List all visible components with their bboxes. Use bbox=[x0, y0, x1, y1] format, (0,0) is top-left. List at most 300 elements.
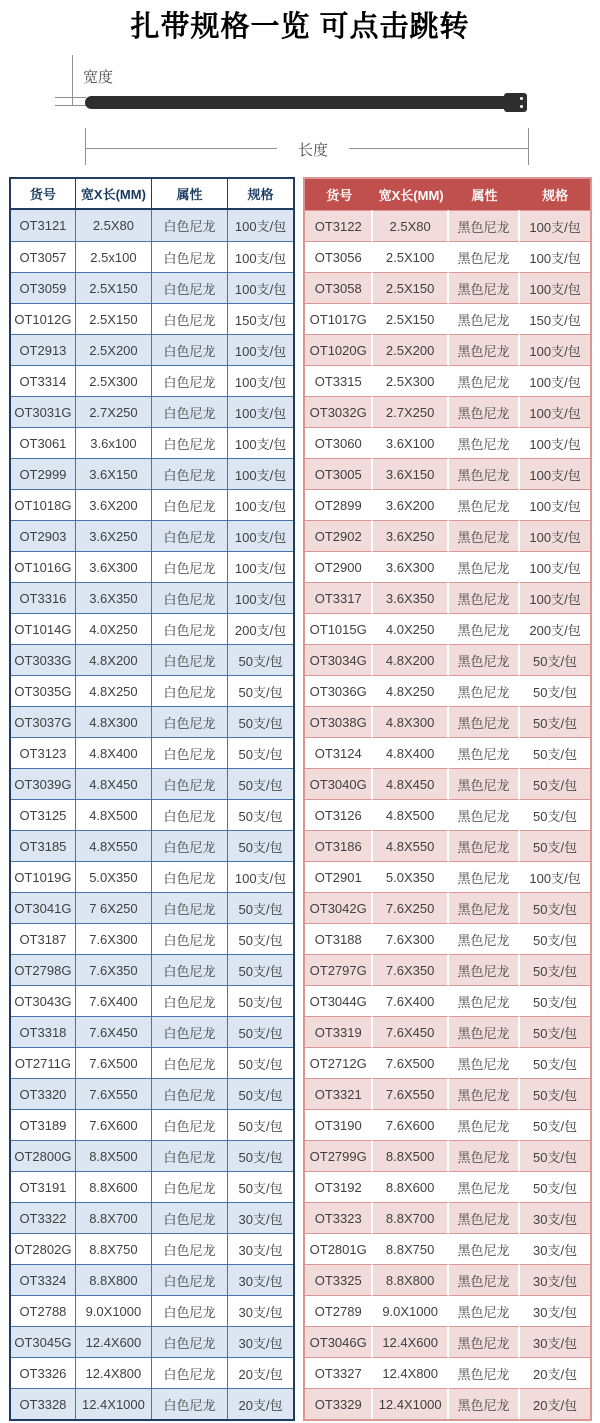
material-cell[interactable]: 白色尼龙 bbox=[152, 365, 228, 396]
white-product-row[interactable] bbox=[11, 1202, 293, 1233]
material-cell[interactable]: 黑色尼龙 bbox=[449, 613, 520, 644]
pack-spec-cell[interactable]: 30支/包 bbox=[228, 1295, 293, 1326]
white-product-row[interactable] bbox=[11, 334, 293, 365]
item-code-cell[interactable]: OT3039G bbox=[11, 768, 76, 799]
pack-spec-cell[interactable]: 50支/包 bbox=[228, 1016, 293, 1047]
pack-spec-cell[interactable]: 100支/包 bbox=[228, 489, 293, 520]
item-code-cell[interactable]: OT3044G bbox=[305, 985, 373, 1016]
material-cell[interactable]: 黑色尼龙 bbox=[449, 644, 520, 675]
material-cell[interactable]: 白色尼龙 bbox=[152, 241, 228, 272]
white-product-row[interactable] bbox=[11, 551, 293, 582]
size-cell[interactable]: 2.7X250 bbox=[373, 396, 449, 427]
material-cell[interactable]: 黑色尼龙 bbox=[449, 706, 520, 737]
black-product-row[interactable] bbox=[305, 861, 590, 892]
size-cell[interactable]: 3.6X100 bbox=[373, 427, 449, 458]
item-code-cell[interactable]: OT3321 bbox=[305, 1078, 373, 1109]
white-product-row[interactable] bbox=[11, 489, 293, 520]
material-cell[interactable]: 白色尼龙 bbox=[152, 923, 228, 954]
white-product-row[interactable] bbox=[11, 458, 293, 489]
black-product-row[interactable] bbox=[305, 365, 590, 396]
black-product-row[interactable] bbox=[305, 396, 590, 427]
item-code-cell[interactable]: OT2711G bbox=[11, 1047, 76, 1078]
material-cell[interactable]: 白色尼龙 bbox=[152, 1357, 228, 1388]
material-cell[interactable]: 白色尼龙 bbox=[152, 1295, 228, 1326]
item-code-cell[interactable]: OT3323 bbox=[305, 1202, 373, 1233]
size-cell[interactable]: 7.6X350 bbox=[76, 954, 152, 985]
size-cell[interactable]: 7.6X500 bbox=[373, 1047, 449, 1078]
white-product-row[interactable] bbox=[11, 1016, 293, 1047]
black-product-row[interactable] bbox=[305, 799, 590, 830]
size-cell[interactable]: 2.5X150 bbox=[76, 303, 152, 334]
pack-spec-cell[interactable]: 50支/包 bbox=[520, 1016, 590, 1047]
material-cell[interactable]: 黑色尼龙 bbox=[449, 737, 520, 768]
pack-spec-cell[interactable]: 50支/包 bbox=[228, 985, 293, 1016]
pack-spec-cell[interactable]: 50支/包 bbox=[228, 1140, 293, 1171]
material-cell[interactable]: 黑色尼龙 bbox=[449, 1388, 520, 1419]
pack-spec-cell[interactable]: 50支/包 bbox=[228, 830, 293, 861]
size-cell[interactable]: 4.8X450 bbox=[76, 768, 152, 799]
pack-spec-cell[interactable]: 100支/包 bbox=[520, 334, 590, 365]
item-code-cell[interactable]: OT3123 bbox=[11, 737, 76, 768]
size-cell[interactable]: 8.8X800 bbox=[373, 1264, 449, 1295]
item-code-cell[interactable]: OT2999 bbox=[11, 458, 76, 489]
pack-spec-cell[interactable]: 50支/包 bbox=[520, 1140, 590, 1171]
material-cell[interactable]: 黑色尼龙 bbox=[449, 799, 520, 830]
material-cell[interactable]: 黑色尼龙 bbox=[449, 1326, 520, 1357]
size-cell[interactable]: 5.0X350 bbox=[373, 861, 449, 892]
black-product-row[interactable] bbox=[305, 1140, 590, 1171]
item-code-cell[interactable]: OT2798G bbox=[11, 954, 76, 985]
black-product-row[interactable] bbox=[305, 985, 590, 1016]
item-code-cell[interactable]: OT3059 bbox=[11, 272, 76, 303]
pack-spec-cell[interactable]: 30支/包 bbox=[520, 1264, 590, 1295]
black-product-row[interactable] bbox=[305, 489, 590, 520]
material-cell[interactable]: 白色尼龙 bbox=[152, 954, 228, 985]
material-cell[interactable]: 黑色尼龙 bbox=[449, 241, 520, 272]
item-code-cell[interactable]: OT2800G bbox=[11, 1140, 76, 1171]
item-code-cell[interactable]: OT1016G bbox=[11, 551, 76, 582]
size-cell[interactable]: 4.8X550 bbox=[373, 830, 449, 861]
item-code-cell[interactable]: OT1020G bbox=[305, 334, 373, 365]
pack-spec-cell[interactable]: 150支/包 bbox=[228, 303, 293, 334]
size-cell[interactable]: 7.6X450 bbox=[76, 1016, 152, 1047]
size-cell[interactable]: 8.8X500 bbox=[373, 1140, 449, 1171]
white-product-row[interactable] bbox=[11, 1078, 293, 1109]
pack-spec-cell[interactable]: 30支/包 bbox=[520, 1202, 590, 1233]
white-product-row[interactable] bbox=[11, 737, 293, 768]
white-product-row[interactable] bbox=[11, 954, 293, 985]
size-cell[interactable]: 3.6x100 bbox=[76, 427, 152, 458]
white-product-row[interactable] bbox=[11, 613, 293, 644]
material-cell[interactable]: 白色尼龙 bbox=[152, 706, 228, 737]
pack-spec-cell[interactable]: 50支/包 bbox=[520, 675, 590, 706]
pack-spec-cell[interactable]: 30支/包 bbox=[228, 1233, 293, 1264]
white-product-row[interactable] bbox=[11, 892, 293, 923]
material-cell[interactable]: 黑色尼龙 bbox=[449, 396, 520, 427]
pack-spec-cell[interactable]: 50支/包 bbox=[228, 737, 293, 768]
material-cell[interactable]: 黑色尼龙 bbox=[449, 830, 520, 861]
size-cell[interactable]: 4.8X300 bbox=[76, 706, 152, 737]
item-code-cell[interactable]: OT1018G bbox=[11, 489, 76, 520]
item-code-cell[interactable]: OT3042G bbox=[305, 892, 373, 923]
size-cell[interactable]: 2.5X150 bbox=[373, 303, 449, 334]
black-product-row[interactable] bbox=[305, 551, 590, 582]
item-code-cell[interactable]: OT3186 bbox=[305, 830, 373, 861]
size-cell[interactable]: 4.8X200 bbox=[373, 644, 449, 675]
item-code-cell[interactable]: OT3314 bbox=[11, 365, 76, 396]
pack-spec-cell[interactable]: 30支/包 bbox=[520, 1295, 590, 1326]
black-product-row[interactable] bbox=[305, 520, 590, 551]
white-product-row[interactable] bbox=[11, 365, 293, 396]
item-code-cell[interactable]: OT3188 bbox=[305, 923, 373, 954]
item-code-cell[interactable]: OT3192 bbox=[305, 1171, 373, 1202]
size-cell[interactable]: 12.4X800 bbox=[76, 1357, 152, 1388]
item-code-cell[interactable]: OT3325 bbox=[305, 1264, 373, 1295]
size-cell[interactable]: 8.8X700 bbox=[373, 1202, 449, 1233]
white-product-row[interactable] bbox=[11, 272, 293, 303]
white-product-row[interactable] bbox=[11, 923, 293, 954]
black-product-row[interactable] bbox=[305, 458, 590, 489]
black-product-row[interactable] bbox=[305, 1357, 590, 1388]
material-cell[interactable]: 白色尼龙 bbox=[152, 861, 228, 892]
pack-spec-cell[interactable]: 200支/包 bbox=[520, 613, 590, 644]
pack-spec-cell[interactable]: 30支/包 bbox=[228, 1326, 293, 1357]
white-product-row[interactable] bbox=[11, 1171, 293, 1202]
pack-spec-cell[interactable]: 20支/包 bbox=[228, 1388, 293, 1419]
item-code-cell[interactable]: OT3125 bbox=[11, 799, 76, 830]
item-code-cell[interactable]: OT2902 bbox=[305, 520, 373, 551]
item-code-cell[interactable]: OT3046G bbox=[305, 1326, 373, 1357]
pack-spec-cell[interactable]: 100支/包 bbox=[234, 219, 287, 234]
item-code-cell[interactable]: OT3037G bbox=[11, 706, 76, 737]
black-product-row[interactable] bbox=[305, 1171, 590, 1202]
material-cell[interactable]: 白色尼龙 bbox=[152, 396, 228, 427]
size-cell[interactable]: 3.6X250 bbox=[373, 520, 449, 551]
black-product-row[interactable] bbox=[305, 675, 590, 706]
item-code-cell[interactable]: OT3058 bbox=[305, 272, 373, 303]
white-product-row[interactable] bbox=[11, 241, 293, 272]
material-cell[interactable]: 白色尼龙 bbox=[152, 985, 228, 1016]
item-code-cell[interactable]: OT3126 bbox=[305, 799, 373, 830]
size-cell[interactable]: 2.5X80 bbox=[76, 210, 152, 241]
pack-spec-cell[interactable]: 100支/包 bbox=[520, 272, 590, 303]
item-code-cell[interactable]: OT3121 bbox=[11, 210, 76, 241]
size-cell[interactable]: 4.0X250 bbox=[373, 613, 449, 644]
size-cell[interactable]: 7.6X300 bbox=[373, 923, 449, 954]
black-product-row[interactable] bbox=[305, 830, 590, 861]
pack-spec-cell[interactable]: 100支/包 bbox=[520, 210, 590, 241]
size-cell[interactable]: 5.0X350 bbox=[76, 861, 152, 892]
size-cell[interactable]: 4.8X300 bbox=[373, 706, 449, 737]
material-cell[interactable]: 白色尼龙 bbox=[152, 1171, 228, 1202]
white-product-row[interactable] bbox=[11, 1233, 293, 1264]
material-cell[interactable]: 黑色尼龙 bbox=[449, 1202, 520, 1233]
material-cell[interactable]: 白色尼龙 bbox=[152, 768, 228, 799]
white-product-row[interactable] bbox=[11, 1295, 293, 1326]
pack-spec-cell[interactable]: 100支/包 bbox=[228, 520, 293, 551]
black-product-row[interactable] bbox=[305, 892, 590, 923]
material-cell[interactable]: 黑色尼龙 bbox=[449, 1140, 520, 1171]
white-product-row[interactable] bbox=[11, 1388, 293, 1419]
size-cell[interactable]: 8.8X750 bbox=[76, 1233, 152, 1264]
pack-spec-cell[interactable]: 50支/包 bbox=[520, 1078, 590, 1109]
white-product-row[interactable] bbox=[11, 210, 293, 241]
item-code-cell[interactable]: OT3057 bbox=[11, 241, 76, 272]
size-cell[interactable]: 3.6X350 bbox=[373, 582, 449, 613]
size-cell[interactable]: 3.6X300 bbox=[76, 551, 152, 582]
material-cell[interactable]: 白色尼龙 bbox=[152, 551, 228, 582]
item-code-cell[interactable]: OT3032G bbox=[305, 396, 373, 427]
size-cell[interactable]: 7.6X500 bbox=[76, 1047, 152, 1078]
material-cell[interactable]: 白色尼龙 bbox=[152, 1202, 228, 1233]
item-code-cell[interactable]: OT3319 bbox=[305, 1016, 373, 1047]
size-cell[interactable]: 12.4X600 bbox=[373, 1326, 449, 1357]
pack-spec-cell[interactable]: 50支/包 bbox=[228, 1109, 293, 1140]
white-product-row[interactable] bbox=[11, 644, 293, 675]
black-product-row[interactable] bbox=[305, 644, 590, 675]
size-cell[interactable]: 4.8X500 bbox=[373, 799, 449, 830]
size-cell[interactable]: 4.8X550 bbox=[76, 830, 152, 861]
material-cell[interactable]: 黑色尼龙 bbox=[449, 427, 520, 458]
pack-spec-cell[interactable]: 20支/包 bbox=[520, 1388, 590, 1419]
size-cell[interactable]: 8.8X500 bbox=[76, 1140, 152, 1171]
pack-spec-cell[interactable]: 50支/包 bbox=[520, 706, 590, 737]
material-cell[interactable]: 白色尼龙 bbox=[152, 1047, 228, 1078]
material-cell[interactable]: 黑色尼龙 bbox=[449, 489, 520, 520]
white-product-row[interactable] bbox=[11, 675, 293, 706]
white-product-row[interactable] bbox=[11, 1357, 293, 1388]
black-product-row[interactable] bbox=[305, 241, 590, 272]
item-code-cell[interactable]: OT3031G bbox=[11, 396, 76, 427]
pack-spec-cell[interactable]: 100支/包 bbox=[228, 551, 293, 582]
size-cell[interactable]: 4.8X200 bbox=[76, 644, 152, 675]
white-product-row[interactable] bbox=[11, 768, 293, 799]
pack-spec-cell[interactable]: 100支/包 bbox=[520, 365, 590, 396]
size-cell[interactable]: 2.5X300 bbox=[76, 365, 152, 396]
size-cell[interactable]: 12.4X600 bbox=[76, 1326, 152, 1357]
item-code-cell[interactable]: OT3045G bbox=[11, 1326, 76, 1357]
size-cell[interactable]: 2.5X150 bbox=[76, 272, 152, 303]
pack-spec-cell[interactable]: 100支/包 bbox=[520, 861, 590, 892]
white-product-row[interactable] bbox=[11, 706, 293, 737]
black-product-row[interactable] bbox=[305, 1326, 590, 1357]
size-cell[interactable]: 4.0X250 bbox=[76, 613, 152, 644]
size-cell[interactable]: 2.7X250 bbox=[76, 396, 152, 427]
pack-spec-cell[interactable]: 50支/包 bbox=[228, 892, 293, 923]
black-product-row[interactable] bbox=[305, 1233, 590, 1264]
black-product-row[interactable] bbox=[305, 1388, 590, 1419]
size-cell[interactable]: 7.6X550 bbox=[373, 1078, 449, 1109]
black-product-row[interactable] bbox=[305, 582, 590, 613]
item-code-cell[interactable]: OT2903 bbox=[11, 520, 76, 551]
size-cell[interactable]: 7.6X600 bbox=[76, 1109, 152, 1140]
item-code-cell[interactable]: OT3328 bbox=[11, 1388, 76, 1419]
pack-spec-cell[interactable]: 50支/包 bbox=[228, 768, 293, 799]
size-cell[interactable]: 4.8X500 bbox=[76, 799, 152, 830]
pack-spec-cell[interactable]: 50支/包 bbox=[520, 1109, 590, 1140]
material-cell[interactable]: 黑色尼龙 bbox=[449, 954, 520, 985]
item-code-cell[interactable]: OT3320 bbox=[11, 1078, 76, 1109]
material-cell[interactable]: 黑色尼龙 bbox=[449, 1295, 520, 1326]
material-cell[interactable]: 黑色尼龙 bbox=[449, 1357, 520, 1388]
item-code-cell[interactable]: OT3315 bbox=[305, 365, 373, 396]
black-product-row[interactable] bbox=[305, 1109, 590, 1140]
pack-spec-cell[interactable]: 100支/包 bbox=[520, 427, 590, 458]
material-cell[interactable]: 黑色尼龙 bbox=[449, 923, 520, 954]
material-cell[interactable]: 黑色尼龙 bbox=[449, 1233, 520, 1264]
pack-spec-cell[interactable]: 50支/包 bbox=[228, 1047, 293, 1078]
white-product-row[interactable] bbox=[11, 799, 293, 830]
pack-spec-cell[interactable]: 50支/包 bbox=[520, 892, 590, 923]
material-cell[interactable]: 白色尼龙 bbox=[152, 1078, 228, 1109]
white-product-row[interactable] bbox=[11, 1326, 293, 1357]
black-product-row[interactable] bbox=[305, 1047, 590, 1078]
item-code-cell[interactable]: OT3033G bbox=[11, 644, 76, 675]
black-product-row[interactable] bbox=[305, 272, 590, 303]
item-code-cell[interactable]: OT3329 bbox=[305, 1388, 373, 1419]
material-cell[interactable]: 白色尼龙 bbox=[152, 799, 228, 830]
material-cell[interactable]: 黑色尼龙 bbox=[449, 985, 520, 1016]
size-cell[interactable]: 2.5X300 bbox=[373, 365, 449, 396]
item-code-cell[interactable]: OT3061 bbox=[11, 427, 76, 458]
black-product-row[interactable] bbox=[305, 1016, 590, 1047]
size-cell[interactable]: 7.6X450 bbox=[373, 1016, 449, 1047]
black-product-row[interactable] bbox=[305, 1264, 590, 1295]
material-cell[interactable]: 白色尼龙 bbox=[152, 520, 228, 551]
material-cell[interactable]: 黑色尼龙 bbox=[449, 334, 520, 365]
size-cell[interactable]: 3.6X300 bbox=[373, 551, 449, 582]
black-product-row[interactable] bbox=[305, 1295, 590, 1326]
pack-spec-cell[interactable]: 50支/包 bbox=[520, 644, 590, 675]
black-product-row[interactable] bbox=[305, 768, 590, 799]
item-code-cell[interactable]: OT3187 bbox=[11, 923, 76, 954]
pack-spec-cell[interactable]: 50支/包 bbox=[228, 706, 293, 737]
pack-spec-cell[interactable]: 100支/包 bbox=[228, 334, 293, 365]
black-product-row[interactable] bbox=[305, 210, 590, 241]
item-code-cell[interactable]: OT1019G bbox=[11, 861, 76, 892]
material-cell[interactable]: 白色尼龙 bbox=[152, 1264, 228, 1295]
item-code-cell[interactable]: OT3036G bbox=[305, 675, 373, 706]
item-code-cell[interactable]: OT2801G bbox=[305, 1233, 373, 1264]
black-product-row[interactable] bbox=[305, 613, 590, 644]
item-code-cell[interactable]: OT2900 bbox=[305, 551, 373, 582]
pack-spec-cell[interactable]: 100支/包 bbox=[228, 861, 293, 892]
item-code-cell[interactable]: OT3056 bbox=[305, 241, 373, 272]
size-cell[interactable]: 4.8X450 bbox=[373, 768, 449, 799]
material-cell[interactable]: 白色尼龙 bbox=[152, 675, 228, 706]
item-code-cell[interactable]: OT3326 bbox=[11, 1357, 76, 1388]
size-cell[interactable]: 7.6X600 bbox=[373, 1109, 449, 1140]
material-cell[interactable]: 黑色尼龙 bbox=[449, 861, 520, 892]
material-cell[interactable]: 黑色尼龙 bbox=[449, 1078, 520, 1109]
size-cell[interactable]: 2.5X100 bbox=[373, 241, 449, 272]
item-code-cell[interactable]: OT3318 bbox=[11, 1016, 76, 1047]
item-code-cell[interactable]: OT3122 bbox=[305, 210, 373, 241]
material-cell[interactable]: 白色尼龙 bbox=[152, 272, 228, 303]
size-cell[interactable]: 8.8X600 bbox=[76, 1171, 152, 1202]
size-cell[interactable]: 4.8X250 bbox=[76, 675, 152, 706]
white-product-row[interactable] bbox=[11, 1140, 293, 1171]
size-cell[interactable]: 8.8X700 bbox=[76, 1202, 152, 1233]
pack-spec-cell[interactable]: 20支/包 bbox=[228, 1357, 293, 1388]
item-code-cell[interactable]: OT3191 bbox=[11, 1171, 76, 1202]
pack-spec-cell[interactable]: 30支/包 bbox=[228, 1264, 293, 1295]
size-cell[interactable]: 4.8X400 bbox=[373, 737, 449, 768]
material-cell[interactable]: 白色尼龙 bbox=[152, 1109, 228, 1140]
black-product-row[interactable] bbox=[305, 334, 590, 365]
item-code-cell[interactable]: OT3327 bbox=[305, 1357, 373, 1388]
size-cell[interactable]: 8.8X600 bbox=[373, 1171, 449, 1202]
material-cell[interactable]: 白色尼龙 bbox=[152, 644, 228, 675]
size-cell[interactable]: 8.8X750 bbox=[373, 1233, 449, 1264]
material-cell[interactable]: 黑色尼龙 bbox=[449, 582, 520, 613]
white-product-row[interactable] bbox=[11, 985, 293, 1016]
item-code-cell[interactable]: OT3189 bbox=[11, 1109, 76, 1140]
item-code-cell[interactable]: OT2802G bbox=[11, 1233, 76, 1264]
white-product-row[interactable] bbox=[11, 303, 293, 334]
material-cell[interactable]: 黑色尼龙 bbox=[449, 210, 520, 241]
white-product-row[interactable] bbox=[11, 1109, 293, 1140]
material-cell[interactable]: 黑色尼龙 bbox=[449, 675, 520, 706]
size-cell[interactable]: 3.6X150 bbox=[76, 458, 152, 489]
item-code-cell[interactable]: OT3005 bbox=[305, 458, 373, 489]
black-product-row[interactable] bbox=[305, 737, 590, 768]
size-cell[interactable]: 9.0X1000 bbox=[373, 1295, 449, 1326]
white-product-row[interactable] bbox=[11, 830, 293, 861]
size-cell[interactable]: 2.5x100 bbox=[76, 241, 152, 272]
pack-spec-cell[interactable]: 50支/包 bbox=[520, 923, 590, 954]
size-cell[interactable]: 4.8X400 bbox=[76, 737, 152, 768]
material-cell[interactable]: 白色尼龙 bbox=[152, 489, 228, 520]
pack-spec-cell[interactable]: 50支/包 bbox=[520, 799, 590, 830]
pack-spec-cell[interactable]: 100支/包 bbox=[520, 582, 590, 613]
white-product-row[interactable] bbox=[11, 427, 293, 458]
size-cell[interactable]: 8.8X800 bbox=[76, 1264, 152, 1295]
material-cell[interactable]: 黑色尼龙 bbox=[449, 1264, 520, 1295]
pack-spec-cell[interactable]: 100支/包 bbox=[520, 551, 590, 582]
material-cell[interactable]: 黑色尼龙 bbox=[449, 1109, 520, 1140]
material-cell[interactable]: 白色尼龙 bbox=[152, 1233, 228, 1264]
material-cell[interactable]: 白色尼龙 bbox=[152, 1016, 228, 1047]
item-code-cell[interactable]: OT2799G bbox=[305, 1140, 373, 1171]
pack-spec-cell[interactable]: 100支/包 bbox=[228, 458, 293, 489]
item-code-cell[interactable]: OT2788 bbox=[11, 1295, 76, 1326]
material-cell[interactable]: 黑色尼龙 bbox=[449, 1047, 520, 1078]
item-code-cell[interactable]: OT2789 bbox=[305, 1295, 373, 1326]
pack-spec-cell[interactable]: 30支/包 bbox=[228, 1202, 293, 1233]
material-cell[interactable]: 白色尼龙 bbox=[152, 737, 228, 768]
pack-spec-cell[interactable]: 50支/包 bbox=[228, 1078, 293, 1109]
material-cell[interactable]: 黑色尼龙 bbox=[449, 458, 520, 489]
white-product-row[interactable] bbox=[11, 1264, 293, 1295]
pack-spec-cell[interactable]: 50支/包 bbox=[228, 954, 293, 985]
pack-spec-cell[interactable]: 100支/包 bbox=[228, 582, 293, 613]
item-code-cell[interactable]: OT2712G bbox=[305, 1047, 373, 1078]
pack-spec-cell[interactable]: 20支/包 bbox=[520, 1357, 590, 1388]
item-code-cell[interactable]: OT1012G bbox=[11, 303, 76, 334]
item-code-cell[interactable]: OT3322 bbox=[11, 1202, 76, 1233]
pack-spec-cell[interactable]: 50支/包 bbox=[520, 768, 590, 799]
material-cell[interactable]: 白色尼龙 bbox=[152, 334, 228, 365]
white-product-row[interactable] bbox=[11, 861, 293, 892]
pack-spec-cell[interactable]: 100支/包 bbox=[520, 489, 590, 520]
item-code-cell[interactable]: OT2901 bbox=[305, 861, 373, 892]
black-product-row[interactable] bbox=[305, 1078, 590, 1109]
item-code-cell[interactable]: OT2899 bbox=[305, 489, 373, 520]
material-cell[interactable]: 黑色尼龙 bbox=[449, 1016, 520, 1047]
size-cell[interactable]: 3.6X350 bbox=[76, 582, 152, 613]
black-product-row[interactable] bbox=[305, 954, 590, 985]
